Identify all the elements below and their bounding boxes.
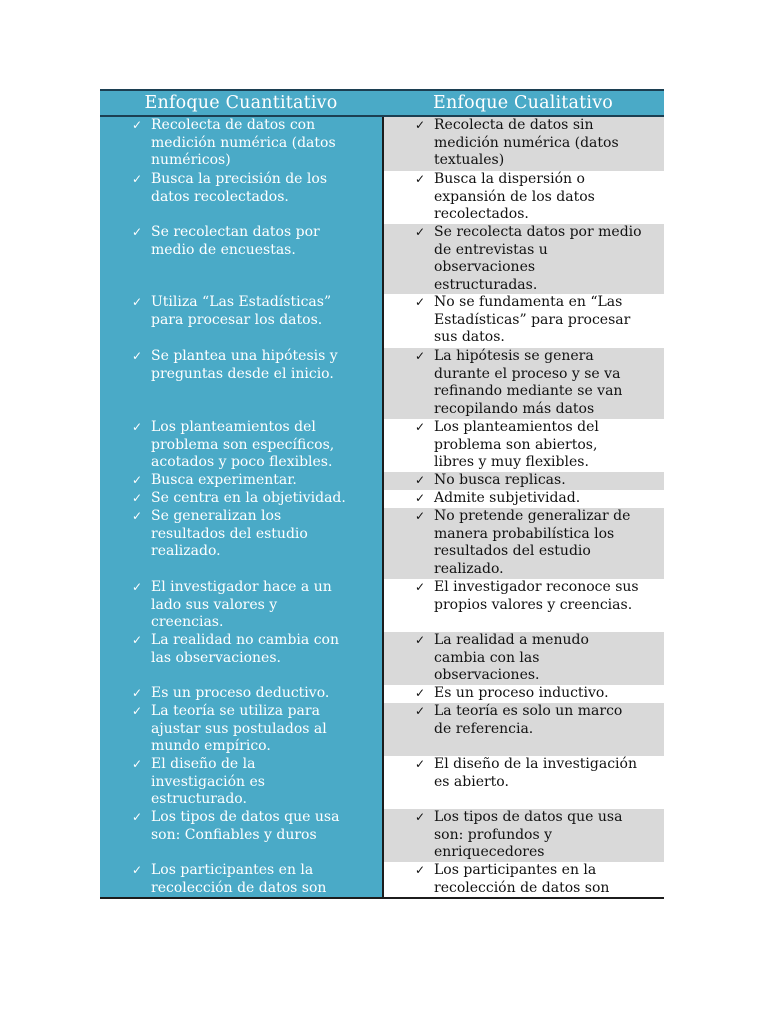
quantitative-item — [100, 809, 382, 862]
checkmark-icon: ✓ — [131, 633, 142, 647]
checkmark-icon: ✓ — [131, 225, 142, 239]
checkmark-icon: ✓ — [414, 863, 425, 877]
item-text: El diseño de la investigación es abierto. — [434, 756, 637, 790]
qualitative-item — [384, 171, 664, 224]
qualitative-item — [384, 685, 664, 703]
item-text: Busca experimentar. — [151, 472, 297, 488]
checkmark-icon: ✓ — [414, 172, 425, 186]
quantitative-item — [100, 224, 382, 294]
item-text: Admite subjetividad. — [434, 490, 581, 506]
item-text: La teoría se utiliza para ajustar sus postulados al mundo empírico. — [151, 703, 327, 755]
checkmark-icon: ✓ — [414, 295, 425, 309]
qualitative-item — [384, 756, 664, 809]
qualitative-item — [384, 508, 664, 579]
quantitative-item — [100, 171, 382, 224]
item-text: Es un proceso inductivo. — [434, 685, 609, 701]
checkmark-icon: ✓ — [131, 473, 142, 487]
quantitative-item — [100, 632, 382, 685]
item-text: Se generalizan los resultados del estudio realizado. — [151, 508, 308, 560]
quantitative-item — [100, 685, 382, 703]
item-text: No se fundamenta en “Las Estadísticas” para procesar sus datos. — [434, 294, 631, 346]
quantitative-item — [100, 703, 382, 756]
checkmark-icon: ✓ — [414, 580, 425, 594]
checkmark-icon: ✓ — [131, 580, 142, 594]
checkmark-icon: ✓ — [131, 349, 142, 363]
checkmark-icon: ✓ — [414, 686, 425, 700]
checkmark-icon: ✓ — [414, 473, 425, 487]
checkmark-icon: ✓ — [131, 420, 142, 434]
qualitative-item — [384, 490, 664, 508]
quantitative-item — [100, 862, 382, 897]
quantitative-item — [100, 579, 382, 632]
item-text: Los planteamientos del problema son abiertos, libres y muy flexibles. — [434, 419, 599, 471]
quantitative-item — [100, 508, 382, 579]
qualitative-item — [384, 117, 664, 171]
qualitative-column — [382, 117, 664, 897]
item-text: Los participantes en la recolección de datos son — [151, 862, 327, 896]
checkmark-icon: ✓ — [414, 420, 425, 434]
item-text: El investigador reconoce sus propios valores y creencias. — [434, 579, 639, 613]
item-text: La realidad a menudo cambia con las observaciones. — [434, 632, 589, 684]
item-text: No pretende generalizar de manera probabilística los resultados del estudio realizado. — [434, 508, 631, 577]
table-body — [100, 117, 664, 899]
qualitative-item — [384, 419, 664, 472]
checkmark-icon: ✓ — [414, 757, 425, 771]
checkmark-icon: ✓ — [131, 491, 142, 505]
checkmark-icon: ✓ — [131, 509, 142, 523]
checkmark-icon: ✓ — [131, 704, 142, 718]
item-text: Se recolectan datos por medio de encuestas. — [151, 224, 320, 258]
qualitative-item — [384, 632, 664, 685]
quantitative-item — [100, 756, 382, 809]
comparison-table — [100, 89, 664, 899]
checkmark-icon: ✓ — [414, 118, 425, 132]
item-text: La realidad no cambia con las observaciones. — [151, 632, 339, 666]
header-quantitative: Enfoque Cuantitativo — [144, 93, 338, 113]
quantitative-item — [100, 472, 382, 490]
quantitative-item — [100, 294, 382, 348]
checkmark-icon: ✓ — [131, 863, 142, 877]
checkmark-icon: ✓ — [414, 349, 425, 363]
quantitative-column — [100, 117, 382, 897]
checkmark-icon: ✓ — [414, 810, 425, 824]
item-text: Busca la precisión de los datos recolectados. — [151, 171, 328, 205]
item-text: Los tipos de datos que usa son: profundos y enriquecedores — [434, 809, 623, 861]
checkmark-icon: ✓ — [414, 509, 425, 523]
quantitative-item — [100, 348, 382, 419]
item-text: La hipótesis se genera durante el proceso y se va refinando mediante se van recopilando más datos — [434, 348, 623, 417]
item-text: Se plantea una hipótesis y preguntas desde el inicio. — [151, 348, 338, 382]
item-text: Recolecta de datos sin medición numérica (datos textuales) — [434, 117, 619, 169]
qualitative-item — [384, 809, 664, 862]
checkmark-icon: ✓ — [414, 225, 425, 239]
quantitative-item — [100, 117, 382, 171]
quantitative-item — [100, 490, 382, 508]
checkmark-icon: ✓ — [131, 172, 142, 186]
quantitative-item — [100, 419, 382, 472]
checkmark-icon: ✓ — [131, 757, 142, 771]
item-text: Los tipos de datos que usa son: Confiables y duros — [151, 809, 340, 843]
qualitative-item — [384, 862, 664, 897]
checkmark-icon: ✓ — [131, 810, 142, 824]
item-text: No busca replicas. — [434, 472, 566, 488]
item-text: Se centra en la objetividad. — [151, 490, 346, 506]
table-header — [100, 89, 664, 117]
item-text: La teoría es solo un marco de referencia. — [434, 703, 623, 737]
qualitative-item — [384, 294, 664, 348]
qualitative-item — [384, 579, 664, 632]
item-text: El investigador hace a un lado sus valores y creencias. — [151, 579, 332, 631]
item-text: El diseño de la investigación es estructurado. — [151, 756, 265, 808]
checkmark-icon: ✓ — [131, 118, 142, 132]
item-text: Es un proceso deductivo. — [151, 685, 330, 701]
checkmark-icon: ✓ — [414, 633, 425, 647]
checkmark-icon: ✓ — [414, 704, 425, 718]
item-text: Recolecta de datos con medición numérica (datos numéricos) — [151, 117, 336, 169]
item-text: Utiliza “Las Estadísticas” para procesar los datos. — [151, 294, 332, 328]
qualitative-item — [384, 472, 664, 490]
checkmark-icon: ✓ — [131, 295, 142, 309]
item-text: Busca la dispersión o expansión de los datos recolectados. — [434, 171, 595, 223]
checkmark-icon: ✓ — [414, 491, 425, 505]
item-text: Se recolecta datos por medio de entrevistas u observaciones estructuradas. — [434, 224, 642, 293]
qualitative-item — [384, 224, 664, 294]
item-text: Los participantes en la recolección de datos son — [434, 862, 610, 896]
item-text: Los planteamientos del problema son específicos, acotados y poco flexibles. — [151, 419, 335, 471]
header-qualitative: Enfoque Cualitativo — [432, 93, 614, 113]
qualitative-item — [384, 703, 664, 756]
qualitative-item — [384, 348, 664, 419]
checkmark-icon: ✓ — [131, 686, 142, 700]
